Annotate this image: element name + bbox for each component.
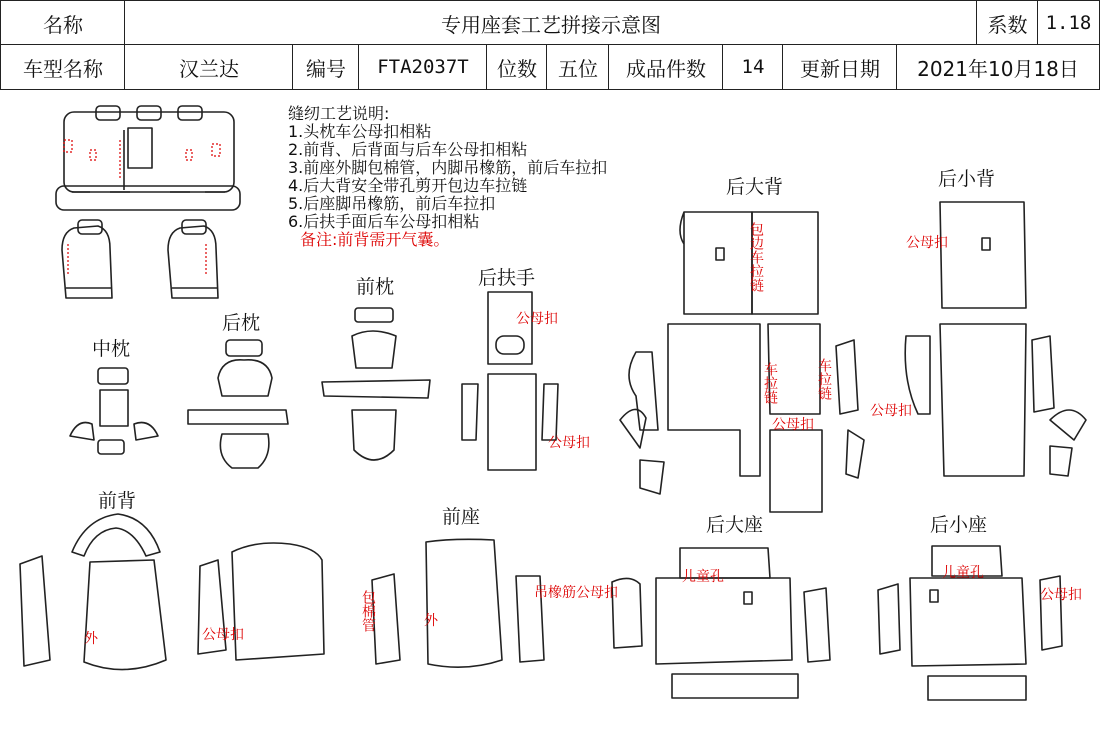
front-pillow-pattern xyxy=(322,308,430,460)
rear-pillow-pattern xyxy=(188,340,288,468)
annotation-elastic-snap: 吊橡筋公母扣 xyxy=(534,585,618,601)
annotation-snap: 公母扣 xyxy=(1040,587,1082,603)
seat-overview-rear xyxy=(56,106,240,210)
annotation-cotton-tube: 包棉管 xyxy=(360,590,376,632)
label-rear-big-back: 后大背 xyxy=(726,176,784,198)
code-label: 编号 xyxy=(292,44,360,90)
annotation-outer: 外 xyxy=(424,613,438,629)
seats-label: 位数 xyxy=(486,44,548,90)
note-item: 2.前背、后背面与后车公母扣相粘 xyxy=(288,140,528,159)
label-front-pillow: 前枕 xyxy=(356,276,395,298)
annotation-snap: 公母扣 xyxy=(548,435,590,451)
date-label: 更新日期 xyxy=(782,44,898,90)
label-mid-pillow: 中枕 xyxy=(92,338,131,360)
note-item: 5.后座脚吊橡筋，前后车拉扣 xyxy=(288,194,496,213)
pieces-label: 成品件数 xyxy=(608,44,724,90)
coef-label: 系数 xyxy=(976,0,1039,46)
coef-value: 1.18 xyxy=(1037,0,1100,46)
seat-overview-front xyxy=(62,220,218,298)
annotation-zipper: 车拉链 xyxy=(816,358,832,400)
annotation-snap: 公母扣 xyxy=(516,311,558,327)
annotation-snap: 公母扣 xyxy=(202,627,244,643)
label-rear-small-seat: 后小座 xyxy=(930,514,988,536)
annotation-child-hole: 儿童孔 xyxy=(942,565,984,581)
sewing-notes xyxy=(288,105,607,249)
code-value: FTA2037T xyxy=(358,44,488,90)
front-seat-pattern xyxy=(372,539,544,667)
annotation-child-hole: 儿童孔 xyxy=(682,569,724,585)
note-item: 1.头枕车公母扣相粘 xyxy=(288,122,432,141)
pieces-value: 14 xyxy=(722,44,784,90)
annotation-zipper: 车拉链 xyxy=(762,362,778,404)
annotation-outer: 外 xyxy=(84,631,98,647)
mid-pillow-pattern xyxy=(70,368,158,454)
note-item: 4.后大背安全带孔剪开包边车拉链 xyxy=(288,176,528,195)
label-rear-big-seat: 后大座 xyxy=(706,514,764,536)
seats-value: 五位 xyxy=(546,44,610,90)
label-rear-pillow: 后枕 xyxy=(222,312,261,334)
date-value: 2021年10月18日 xyxy=(896,44,1100,90)
annotation-edge-zipper: 包边车拉链 xyxy=(748,222,764,292)
annotation-snap: 公母扣 xyxy=(870,403,912,419)
front-back-pattern xyxy=(20,514,324,670)
note-item: 3.前座外脚包棉管，内脚吊橡筋，前后车拉扣 xyxy=(288,158,608,177)
annotation-snap: 公母扣 xyxy=(906,235,948,251)
label-rear-small-back: 后小背 xyxy=(938,168,996,190)
notes-remark: 备注:前背需开气囊。 xyxy=(300,230,450,249)
model-label: 车型名称 xyxy=(0,44,126,90)
model-value: 汉兰达 xyxy=(124,44,294,90)
label-front-seat: 前座 xyxy=(442,506,481,528)
annotation-snap: 公母扣 xyxy=(772,417,814,433)
notes-title: 缝纫工艺说明: xyxy=(288,104,390,123)
page-title: 专用座套工艺拼接示意图 xyxy=(124,0,978,46)
label-rear-armrest: 后扶手 xyxy=(478,267,536,289)
name-label: 名称 xyxy=(0,0,126,46)
note-item: 6.后扶手面后车公母扣相粘 xyxy=(288,212,480,231)
label-front-back: 前背 xyxy=(98,490,137,512)
